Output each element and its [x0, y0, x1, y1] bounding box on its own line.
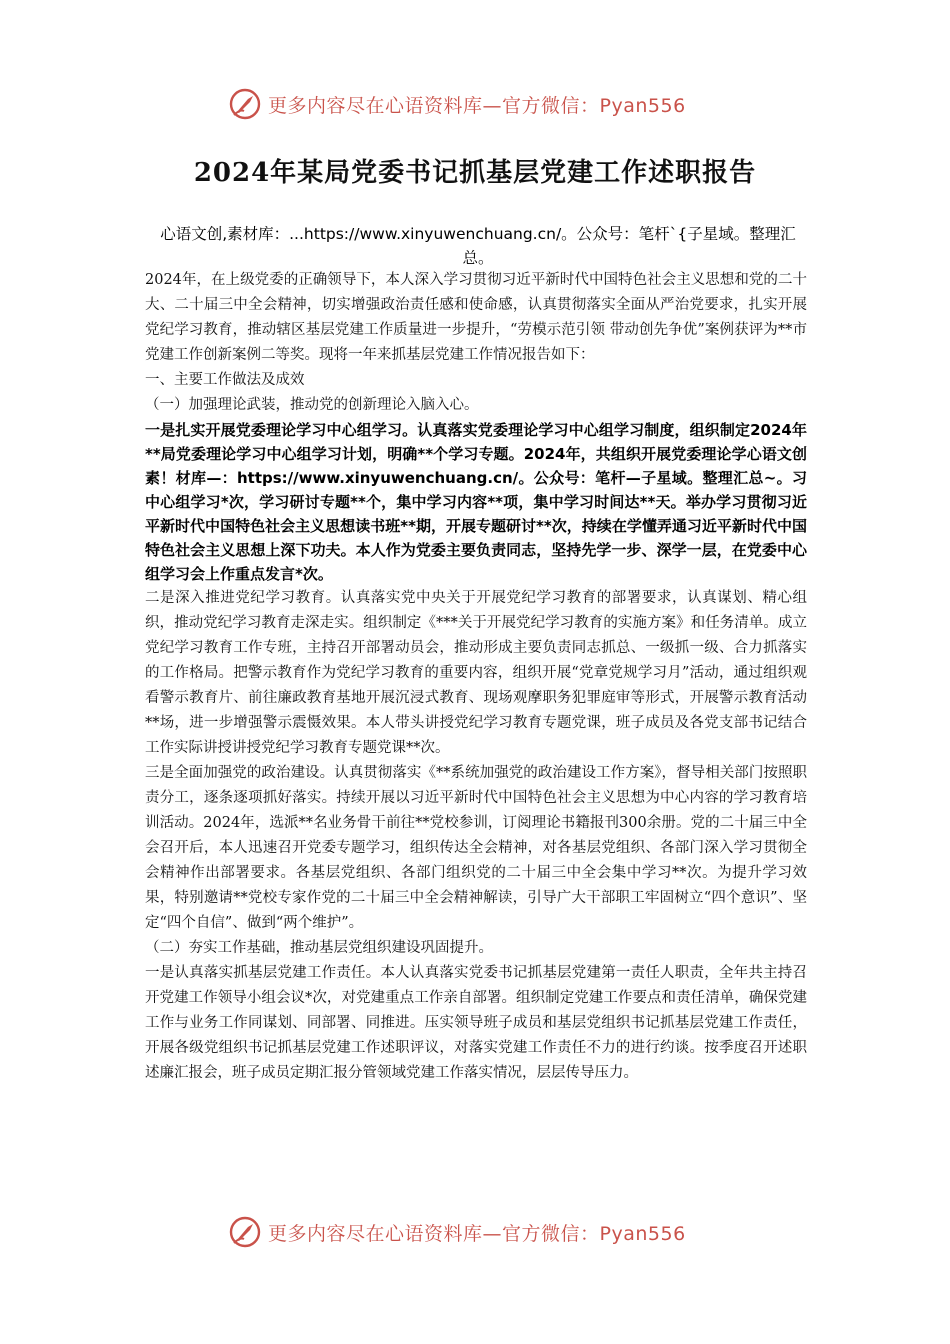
- paragraph-item-1: 一是扎实开展党委理论学习中心组学习。认真落实党委理论学习中心组学习制度，组织制定2024年**局党委理论学习中心组学习计划，明确**个学习专题。2024年，共组织开展党委理论学心语文创素！材库—：https://www.xinyuwenchuang.cn/。公众号：笔杆—子星域。整理汇总~。习中心组学习*次，学习研讨专题**个，集中学习内容**项，集中学习时间达**天。举办学习贯彻习近平新时代中国特色社会主义思想读书班**期，开展专题研讨**次，持续在学懂弄通习近平新时代中国特色社会主义思想上深下功夫。本人作为党委主要负责同志，坚持先学一步、深学一层，在党委中心组学习会上作重点发言*次。: [145, 421, 807, 583]
- intro-paragraph: 2024年，在上级党委的正确领导下，本人深入学习贯彻习近平新时代中国特色社会主义思想和党的二十大、二十届三中全会精神，切实增强政治责任感和使命感，认真贯彻落实全面从严治党要求，扎实开展党纪学习教育，推动辖区基层党建工作质量进一步提升，“劳模示范引领 带动创先争优”案例获评为**市党建工作创新案例二等奖。现将一年来抓基层党建工作情况报告如下：: [145, 272, 807, 363]
- paragraph-item-3: 三是全面加强党的政治建设。认真贯彻落实《**系统加强党的政治建设工作方案》，督导相关部门按照职责分工，逐条逐项抓好落实。持续开展以习近平新时代中国特色社会主义思想为中心内容的学习教育培训活动。2024年，选派**名业务骨干前往**党校参训，订阅理论书籍报刊300余册。党的二十届三中全会召开后，本人迅速召开党委专题学习，组织传达全会精神，对各基层党组织、各部门深入学习贯彻全会精神作出部署要求。各基层党组织、各部门组织党的二十届三中全会集中学习**次。为提升学习效果，特别邀请**党校专家作党的二十届三中全会精神解读，引导广大干部职工牢固树立“四个意识”、坚定“四个自信”、做到“两个维护”。: [145, 765, 807, 931]
- footer-watermark-banner: [228, 1212, 686, 1252]
- header-watermark-banner: [228, 84, 686, 124]
- pen-nib-logo-icon: [228, 1215, 262, 1249]
- pen-nib-logo-icon: [228, 87, 262, 121]
- paragraph-item-2: 二是深入推进党纪学习教育。认真落实党中央关于开展党纪学习教育的部署要求，认真谋划、精心组织，推动党纪学习教育走深走实。组织制定《***关于开展党纪学习教育的实施方案》和任务清单。成立党纪学习教育工作专班，主持召开部署动员会，推动形成主要负责同志抓总、一级抓一级、合力抓落实的工作格局。把警示教育作为党纪学习教育的重要内容，组织开展“党章党规学习月”活动，通过组织观看警示教育片、前往廉政教育基地开展沉浸式教育、现场观摩职务犯罪庭审等形式，开展警示教育活动**场，进一步增强警示震慑效果。本人带头讲授党纪学习教育专题党课，班子成员及各党支部书记结合工作实际讲授讲授党纪学习教育专题党课**次。: [145, 590, 807, 756]
- section-heading-1: 一、主要工作做法及成效: [145, 372, 305, 388]
- footer-banner-text: 更多内容尽在心语资料库—官方微信：Pyan556: [268, 1222, 686, 1245]
- source-line: 心语文创,素材库：...https://www.xinyuwenchuang.cn/。公众号：笔杆`{子星域。整理汇总。: [160, 225, 796, 267]
- header-banner-text: 更多内容尽在心语资料库—官方微信：Pyan556: [268, 94, 686, 117]
- document-body: [145, 268, 807, 1086]
- paragraph-item-4: 一是认真落实抓基层党建工作责任。本人认真落实党委书记抓基层党建第一责任人职责，全年共主持召开党建工作领导小组会议*次，对党建重点工作亲自部署。组织制定党建工作要点和责任清单，确保党建工作与业务工作同谋划、同部署、同推进。压实领导班子成员和基层党组织书记抓基层党建工作责任，开展各级党组织书记抓基层党建工作述职评议，对落实党建工作责任不力的进行约谈。按季度召开述职述廉汇报会，班子成员定期汇报分管领域党建工作落实情况，层层传导压力。: [145, 965, 807, 1081]
- subsection-heading-2: （二）夯实工作基础，推动基层党组织建设巩固提升。: [145, 940, 493, 956]
- subsection-heading-1: （一）加强理论武装，推动党的创新理论入脑入心。: [145, 397, 479, 413]
- document-title: 2024年某局党委书记抓基层党建工作述职报告: [193, 158, 757, 188]
